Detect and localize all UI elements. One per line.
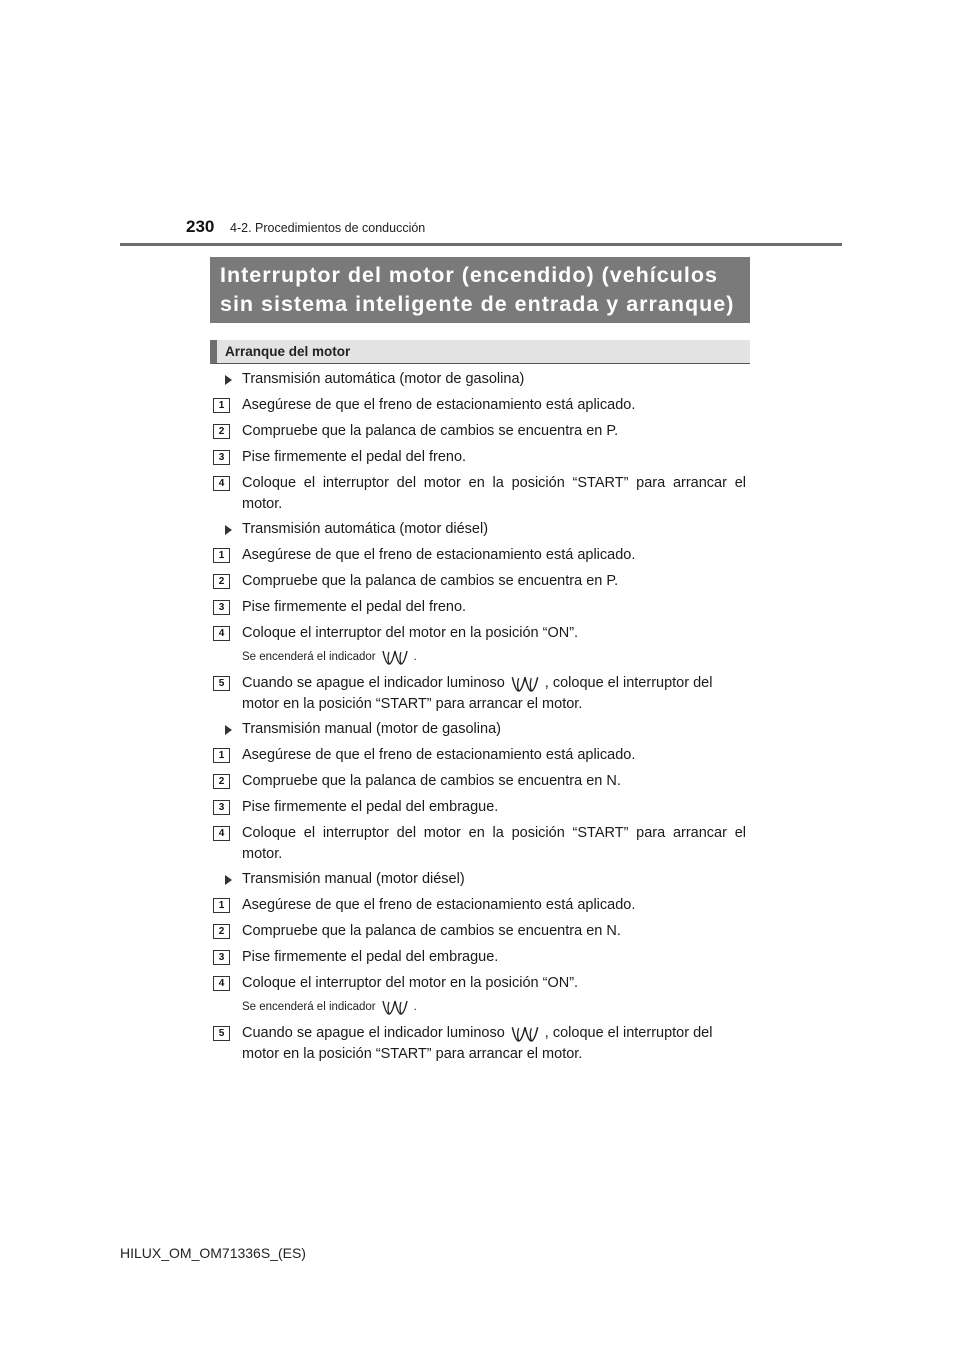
step-number: 4: [213, 476, 230, 491]
document-code: HILUX_OM_OM71336S_(ES): [120, 1245, 306, 1261]
step-number: 4: [213, 826, 230, 841]
title-line-2: sin sistema inteligente de entrada y arranque): [220, 292, 735, 316]
step5-text-start: Cuando se apague el indicador luminoso: [242, 675, 505, 691]
step-number: 3: [213, 450, 230, 465]
triangle-bullet-icon: [225, 375, 232, 385]
step-text: Compruebe que la palanca de cambios se encuentra en P.: [242, 423, 619, 439]
step-text: Pise firmemente el pedal del embrague.: [242, 799, 499, 815]
triangle-bullet-icon: [225, 875, 232, 885]
note-text: Se encenderá el indicador: [242, 1001, 376, 1014]
glow-plug-indicator-icon: [380, 648, 410, 666]
glow-plug-indicator-icon: [380, 998, 410, 1016]
block-heading: Transmisión automática (motor diésel): [242, 521, 489, 537]
step-number: 2: [213, 574, 230, 589]
step-text: Asegúrese de que el freno de estacionamiento está aplicado.: [242, 897, 636, 913]
step-text: [242, 673, 746, 694]
step-text: Pise firmemente el pedal del freno.: [242, 449, 467, 465]
step-text: Compruebe que la palanca de cambios se encuentra en P.: [242, 573, 619, 589]
step-number: 5: [213, 1026, 230, 1041]
step-text: Compruebe que la palanca de cambios se encuentra en N.: [242, 773, 621, 789]
step-number: 3: [213, 950, 230, 965]
step-text: Compruebe que la palanca de cambios se encuentra en N.: [242, 923, 621, 939]
step-number: 3: [213, 800, 230, 815]
block-heading: Transmisión manual (motor diésel): [242, 871, 465, 887]
step-text-continued: motor en la posición “START” para arrancar el motor.: [242, 1046, 583, 1062]
step-number: 2: [213, 924, 230, 939]
step-number: 1: [213, 398, 230, 413]
step-text: [242, 1023, 746, 1044]
step-text: Asegúrese de que el freno de estacionamiento está aplicado.: [242, 547, 636, 563]
step-number: 1: [213, 548, 230, 563]
glow-plug-indicator-icon: [509, 674, 541, 693]
step-number: 1: [213, 898, 230, 913]
step-text-continued: motor en la posición “START” para arrancar el motor.: [242, 696, 583, 712]
note-text-end: .: [413, 651, 417, 664]
step-text: Coloque el interruptor del motor en la posición “START” para arrancar el motor.: [242, 475, 746, 512]
indicator-note: [242, 648, 417, 666]
step-text: Pise firmemente el pedal del freno.: [242, 599, 467, 615]
step-number: 1: [213, 748, 230, 763]
note-text: Se encenderá el indicador: [242, 651, 376, 664]
block-heading: Transmisión manual (motor de gasolina): [242, 721, 501, 737]
step-text: Asegúrese de que el freno de estacionamiento está aplicado.: [242, 397, 636, 413]
step-number: 4: [213, 976, 230, 991]
step5-text-end: , coloque el interruptor del: [544, 1025, 713, 1041]
step-text: Coloque el interruptor del motor en la posición “ON”.: [242, 625, 579, 641]
step5-text-start: Cuando se apague el indicador luminoso: [242, 1025, 505, 1041]
step-text: Coloque el interruptor del motor en la posición “ON”.: [242, 975, 579, 991]
subheading: Arranque del motor: [225, 344, 351, 359]
step-number: 2: [213, 774, 230, 789]
step-number: 4: [213, 626, 230, 641]
page-number: 230: [186, 217, 215, 236]
step-number: 5: [213, 676, 230, 691]
indicator-note: [242, 998, 417, 1016]
step-text: Coloque el interruptor del motor en la posición “START” para arrancar el motor.: [242, 825, 746, 862]
note-text-end: .: [413, 1001, 417, 1014]
block-heading: Transmisión automática (motor de gasolina): [242, 371, 525, 387]
title-line-1: Interruptor del motor (encendido) (vehículos: [220, 263, 718, 287]
glow-plug-indicator-icon: [509, 1024, 541, 1043]
triangle-bullet-icon: [225, 725, 232, 735]
step-number: 2: [213, 424, 230, 439]
step-number: 3: [213, 600, 230, 615]
step5-text-end: , coloque el interruptor del: [544, 675, 713, 691]
triangle-bullet-icon: [225, 525, 232, 535]
section-label: 4-2. Procedimientos de conducción: [230, 221, 426, 235]
step-text: Asegúrese de que el freno de estacionamiento está aplicado.: [242, 747, 636, 763]
step-text: Pise firmemente el pedal del embrague.: [242, 949, 499, 965]
